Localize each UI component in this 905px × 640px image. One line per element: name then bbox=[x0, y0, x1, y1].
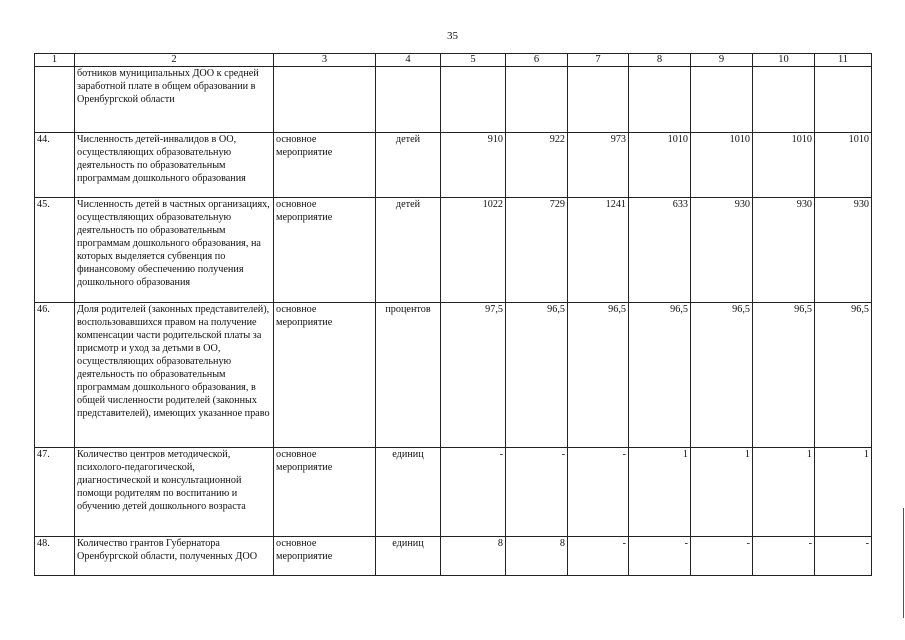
header-cell: 7 bbox=[568, 54, 629, 67]
value-cell: - bbox=[753, 537, 815, 576]
header-cell: 11 bbox=[815, 54, 872, 67]
value-cell: 1 bbox=[691, 448, 753, 537]
row-number: 48. bbox=[35, 537, 75, 576]
value-cell: - bbox=[506, 448, 568, 537]
event-type: основное мероприятие bbox=[274, 448, 376, 537]
row-number: 44. bbox=[35, 133, 75, 198]
row-number: 47. bbox=[35, 448, 75, 537]
indicator-name: Количество центров методической, психолого-педагогической, диагностической и консультационной помощи родителям по воспитанию и обучению детей дошкольного возраста bbox=[75, 448, 274, 537]
unit: единиц bbox=[376, 537, 441, 576]
value-cell bbox=[441, 67, 506, 133]
table-row bbox=[35, 537, 872, 576]
header-cell: 10 bbox=[753, 54, 815, 67]
value-cell: 96,5 bbox=[753, 303, 815, 448]
row-number: 46. bbox=[35, 303, 75, 448]
value-cell: 729 bbox=[506, 198, 568, 303]
header-cell: 5 bbox=[441, 54, 506, 67]
value-cell bbox=[629, 67, 691, 133]
event-type: основное мероприятие bbox=[274, 133, 376, 198]
value-cell: 1 bbox=[753, 448, 815, 537]
value-cell: - bbox=[568, 448, 629, 537]
header-cell: 2 bbox=[75, 54, 274, 67]
value-cell: 973 bbox=[568, 133, 629, 198]
value-cell: 1010 bbox=[815, 133, 872, 198]
value-cell: 97,5 bbox=[441, 303, 506, 448]
indicators-table bbox=[34, 53, 872, 576]
value-cell: 633 bbox=[629, 198, 691, 303]
value-cell: 930 bbox=[691, 198, 753, 303]
event-type: основное мероприятие bbox=[274, 198, 376, 303]
value-cell: 1022 bbox=[441, 198, 506, 303]
indicator-name: Доля родителей (законных представителей), воспользовавшихся правом на получение компенсации части родительской платы за присмотр и уход за детьми в ОО, осуществляющих образовательную деятельность по образовательным программам дошкольного образования, в общей численности родителей (законных представителей), имеющих указанное право bbox=[75, 303, 274, 448]
indicator-name: ботников муниципальных ДОО к средней заработной плате в общем образовании в Оренбургской области bbox=[75, 67, 274, 133]
value-cell: - bbox=[568, 537, 629, 576]
value-cell: 96,5 bbox=[568, 303, 629, 448]
value-cell: 96,5 bbox=[815, 303, 872, 448]
unit: единиц bbox=[376, 448, 441, 537]
value-cell: 1241 bbox=[568, 198, 629, 303]
header-cell: 4 bbox=[376, 54, 441, 67]
header-cell: 6 bbox=[506, 54, 568, 67]
header-cell: 1 bbox=[35, 54, 75, 67]
event-type: основное мероприятие bbox=[274, 537, 376, 576]
value-cell: 1010 bbox=[691, 133, 753, 198]
value-cell bbox=[506, 67, 568, 133]
row-number bbox=[35, 67, 75, 133]
value-cell: 922 bbox=[506, 133, 568, 198]
indicator-name: Численность детей-инвалидов в ОО, осуществляющих образовательную деятельность по образовательным программам дошкольного образования bbox=[75, 133, 274, 198]
event-type bbox=[274, 67, 376, 133]
value-cell: 1010 bbox=[753, 133, 815, 198]
value-cell bbox=[753, 67, 815, 133]
table-row bbox=[35, 198, 872, 303]
page-number: 35 bbox=[447, 30, 458, 42]
value-cell bbox=[568, 67, 629, 133]
header-cell: 3 bbox=[274, 54, 376, 67]
header-cell: 9 bbox=[691, 54, 753, 67]
header-row bbox=[35, 54, 872, 67]
unit: процентов bbox=[376, 303, 441, 448]
value-cell: 1010 bbox=[629, 133, 691, 198]
unit: детей bbox=[376, 198, 441, 303]
indicator-name: Численность детей в частных организациях, осуществляющих образовательную деятельность по образовательным программам дошкольного образования, на которых выделяется субвенция по финансовому обеспечению получения дошкольного образования bbox=[75, 198, 274, 303]
value-cell: - bbox=[691, 537, 753, 576]
unit bbox=[376, 67, 441, 133]
value-cell: 910 bbox=[441, 133, 506, 198]
value-cell: - bbox=[441, 448, 506, 537]
indicator-name: Количество грантов Губернатора Оренбургской области, полученных ДОО bbox=[75, 537, 274, 576]
table-row bbox=[35, 448, 872, 537]
value-cell: 8 bbox=[441, 537, 506, 576]
value-cell: 96,5 bbox=[506, 303, 568, 448]
unit: детей bbox=[376, 133, 441, 198]
table-row bbox=[35, 67, 872, 133]
value-cell: 8 bbox=[506, 537, 568, 576]
value-cell: 1 bbox=[629, 448, 691, 537]
value-cell: - bbox=[629, 537, 691, 576]
value-cell: 930 bbox=[753, 198, 815, 303]
value-cell: 96,5 bbox=[691, 303, 753, 448]
value-cell: - bbox=[815, 537, 872, 576]
table-row bbox=[35, 303, 872, 448]
value-cell: 1 bbox=[815, 448, 872, 537]
value-cell bbox=[691, 67, 753, 133]
header-cell: 8 bbox=[629, 54, 691, 67]
row-number: 45. bbox=[35, 198, 75, 303]
value-cell: 96,5 bbox=[629, 303, 691, 448]
value-cell: 930 bbox=[815, 198, 872, 303]
value-cell bbox=[815, 67, 872, 133]
table-row bbox=[35, 133, 872, 198]
event-type: основное мероприятие bbox=[274, 303, 376, 448]
scan-edge-line bbox=[903, 508, 904, 618]
